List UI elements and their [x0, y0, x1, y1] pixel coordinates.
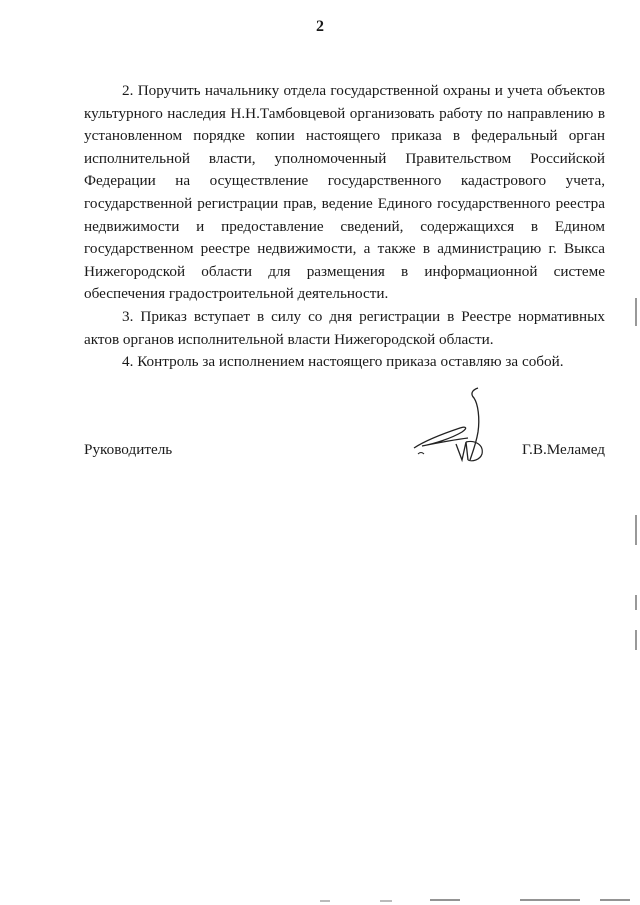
signatory-name: Г.В.Меламед: [521, 441, 605, 458]
signatory-position: Руководитель: [84, 441, 173, 458]
page-number: 2: [316, 18, 324, 35]
document-body: [84, 80, 605, 374]
paragraph-item-2: 2. Поручить начальнику отдела государственной охраны и учета объектов культурного наследия Н.Н.Тамбовцевой организовать работу по направлению в установленном порядке копии настоящего приказа в федеральный орган исполнительной власти, уполномоченный Правительством Российской Федерации на осуществление государственного кадастрового учета, государственной регистрации прав, ведение Единого государственного реестра недвижимости и предоставление сведений, содержащихся в Едином государственном реестре недвижимости, а также в администрацию г. Выкса Нижегородской области для размещения в информационной системе обеспечения градостроительной деятельности.: [84, 82, 605, 303]
signature-block: [84, 441, 605, 465]
paragraph-item-3: 3. Приказ вступает в силу со дня регистрации в Реестре нормативных актов органов исполнительной власти Нижегородской области.: [84, 307, 605, 348]
paragraph-item-4: 4. Контроль за исполнением настоящего приказа оставляю за собой.: [122, 353, 564, 371]
handwritten-signature-icon: [412, 384, 496, 468]
